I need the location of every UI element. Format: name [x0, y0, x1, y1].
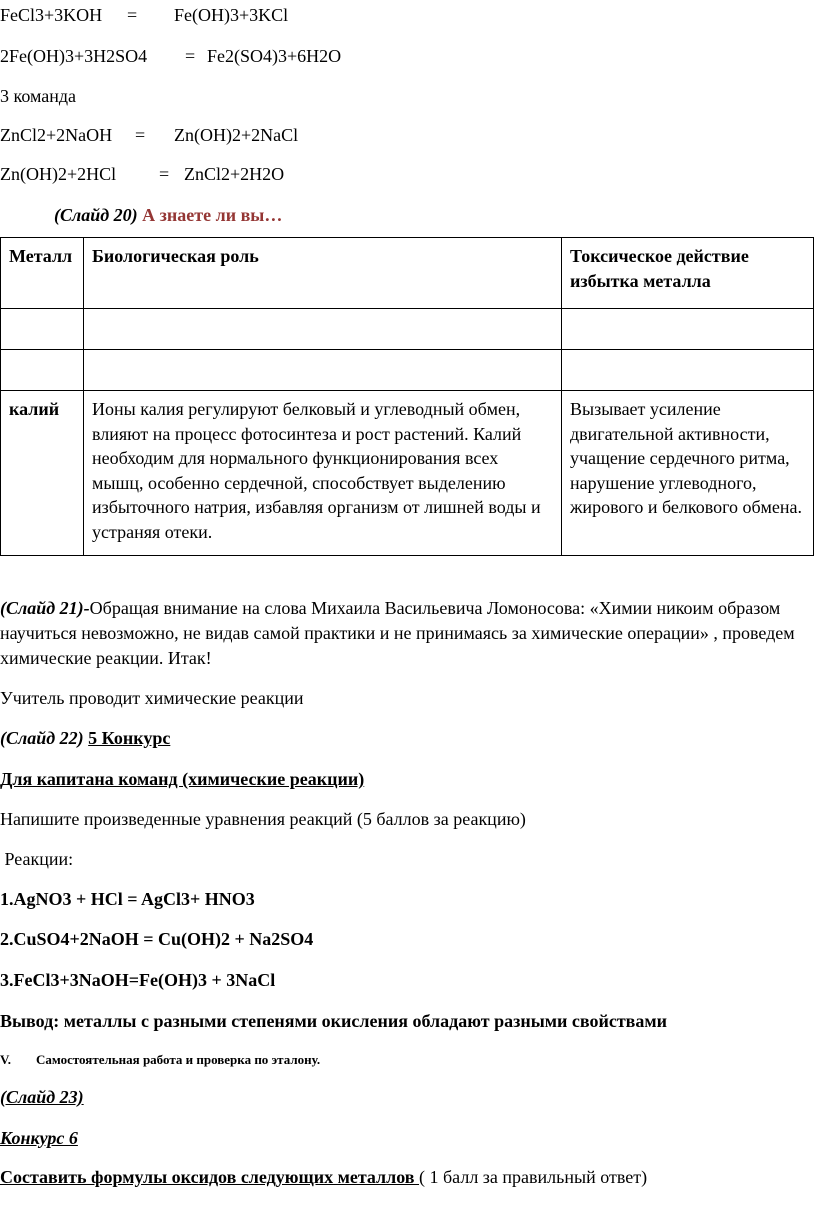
- slide21-paragraph: [0, 596, 816, 671]
- team3-label: 3 команда: [0, 86, 77, 106]
- table-header: Токсическое действие избытка металла: [562, 238, 814, 309]
- slide20-title: А знаете ли вы…: [142, 205, 283, 225]
- conclusion: Вывод: металлы с разными степенями окисления обладают разными свойствами: [0, 1011, 668, 1031]
- table-cell: [84, 350, 562, 391]
- equation-1-sign: =: [127, 5, 138, 25]
- equation-4-right: ZnCl2+2H2O: [184, 164, 285, 184]
- equation-1-left: FeCl3+3KOH: [0, 5, 103, 25]
- reaction-2: 2.CuSO4+2NaOH = Cu(OH)2 + Na2SO4: [0, 929, 314, 949]
- metals-table: [0, 237, 814, 556]
- table-cell: [84, 309, 562, 350]
- equation-3-right: Zn(OH)2+2NaCl: [174, 125, 299, 145]
- slide22-title: 5 Конкурс: [88, 728, 171, 748]
- equation-3-sign: =: [135, 125, 146, 145]
- equation-2-left: 2Fe(OH)3+3H2SO4: [0, 46, 148, 66]
- section-v-text: Самостоятельная работа и проверка по эталону.: [36, 1052, 321, 1067]
- teacher-line: Учитель проводит химические реакции: [0, 688, 304, 708]
- table-row: [1, 309, 814, 350]
- oxides-task-rest: ( 1 балл за правильный ответ): [419, 1167, 648, 1187]
- oxides-task-bold: Составить формулы оксидов следующих металлов: [0, 1167, 420, 1187]
- slide22-label: (Слайд 22): [0, 728, 84, 748]
- table-header-row: [1, 238, 814, 309]
- slide22-heading: [0, 727, 170, 749]
- task-text: Напишите произведенные уравнения реакций (5 баллов за реакцию): [0, 809, 526, 829]
- equation-4-sign: =: [159, 164, 170, 184]
- slide20-heading: [54, 204, 282, 226]
- captains-heading: Для капитана команд (химические реакции): [0, 769, 365, 789]
- table-header: Металл: [1, 238, 84, 309]
- reactions-label: Реакции:: [0, 849, 74, 869]
- slide21-label: (Слайд 21)-: [0, 598, 90, 618]
- oxides-task: [0, 1166, 647, 1188]
- table-cell: [562, 350, 814, 391]
- slide21-text: Обращая внимание на слова Михаила Васильевича Ломоносова: «Химии никоим образом научиться невозможно, не видав самой практики и не принимаясь за химические операции» , проведем химические реакции. Итак!: [0, 598, 795, 668]
- table-cell: [562, 309, 814, 350]
- table-header: Биологическая роль: [84, 238, 562, 309]
- section-v-number: V.: [0, 1052, 11, 1067]
- equation-2-right: Fe2(SO4)3+6H2O: [207, 46, 342, 66]
- slide23-label: (Слайд 23): [0, 1087, 84, 1107]
- table-cell: Ионы калия регулируют белковый и углеводный обмен, влияют на процесс фотосинтеза и рост растений. Калий необходим для нормального функционирования всех мышц, особенно сердечной, способствует выделению избыточного натрия, избавляя организм от лишней воды и устраняя отеки.: [84, 391, 562, 556]
- reaction-3: 3.FeCl3+3NaOH=Fe(OH)3 + 3NaCl: [0, 970, 276, 990]
- table-row: [1, 391, 814, 556]
- equation-4-left: Zn(OH)2+2HCl: [0, 164, 117, 184]
- equation-1-right: Fe(OH)3+3KCl: [174, 5, 289, 25]
- table-row: [1, 350, 814, 391]
- equation-3-left: ZnCl2+2NaOH: [0, 125, 113, 145]
- equation-2-sign: =: [185, 46, 196, 66]
- table-cell: Вызывает усиление двигательной активности, учащение сердечного ритма, нарушение углеводного, жирового и белкового обмена.: [562, 391, 814, 556]
- contest6-label: Конкурс 6: [0, 1128, 78, 1148]
- table-cell: калий: [1, 391, 84, 556]
- reaction-1: 1.AgNO3 + HCl = AgCl3+ HNO3: [0, 889, 255, 909]
- table-cell: [1, 350, 84, 391]
- table-cell: [1, 309, 84, 350]
- slide20-label: (Слайд 20): [54, 205, 138, 225]
